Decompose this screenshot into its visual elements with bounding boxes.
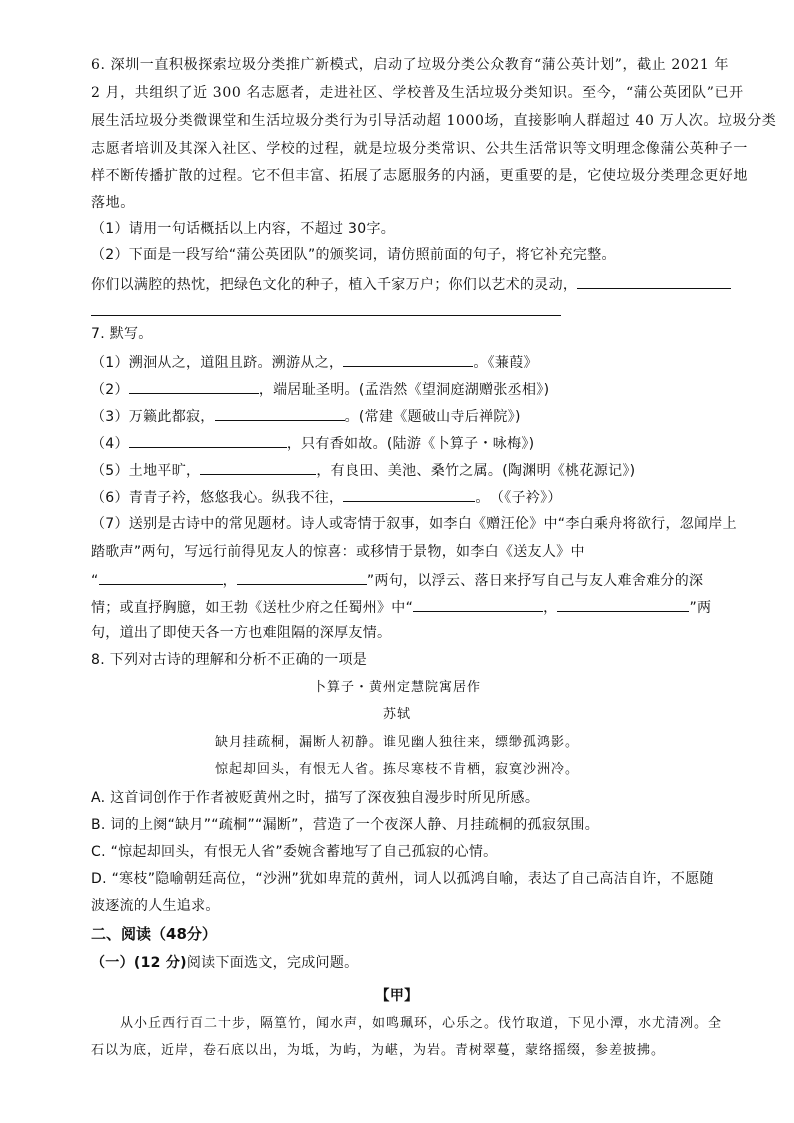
- q7-item-7-line-5: 句，道出了即使天各一方也难阻隔的深厚友情。: [91, 625, 392, 641]
- q7-item-7-line-4-text: 情；或直抒胸臆，如王勃《送杜少府之任蜀州》中“: [91, 600, 414, 616]
- q6-sub1: （1）请用一句话概括以上内容，不超过 30字。: [91, 221, 396, 237]
- answer-blank[interactable]: [99, 569, 223, 585]
- answer-blank[interactable]: [215, 405, 345, 421]
- answer-blank[interactable]: [91, 300, 561, 316]
- q6-line-4: 志愿者培训及其深入社区、学校的过程，就是垃圾分类常识、公共生活常识等文明理念像蒲公英种子一: [91, 141, 748, 157]
- section-2-heading: 二、阅读（48分）: [91, 925, 217, 943]
- q7-item-6: [91, 486, 562, 508]
- answer-blank[interactable]: [200, 459, 316, 475]
- passage-line-1: 从小丘西行百二十步，隔篁竹，闻水声，如鸣珮环，心乐之。伐竹取道，下见小潭，水尤清冽。全: [120, 1016, 723, 1031]
- q7-item-2-text: ，端居耻圣明。(孟浩然《望洞庭湖赠张丞相》): [258, 382, 550, 398]
- q7-item-2: [91, 378, 549, 400]
- q6-sub2-blank-line: [91, 300, 561, 322]
- q7-item-1-source: 。《蒹葭》: [473, 355, 538, 371]
- q7-item-1-text: （1）溯洄从之，道阻且跻。溯游从之，: [91, 355, 344, 371]
- q6-line-3: 展生活垃圾分类微课堂和生活垃圾分类行为引导活动超 1000场，直接影响人群超过 40 万人次。垃圾分类: [91, 113, 777, 129]
- q7-item-5-source: ，有良田、美池、桑竹之属。(陶渊明《桃花源记》): [316, 463, 636, 479]
- q7-item-7-line-3: [91, 569, 703, 591]
- q8-option-c[interactable]: C. “惊起却回头，有恨无人省”委婉含蓄地写了自己孤寂的心情。: [91, 844, 498, 860]
- q7-item-7-line-2: 踏歌声”两句，写远行前得见友人的惊喜：或移情于景物，如李白《送友人》中: [91, 544, 585, 560]
- comma: ，: [222, 573, 237, 589]
- q7-item-6-text: （6）青青子衿，悠悠我心。纵我不往，: [91, 490, 344, 506]
- q8-option-d-cont: 波逐流的人生追求。: [91, 898, 220, 914]
- q7-item-5-text: （5）土地平旷，: [91, 463, 201, 479]
- q8-option-d[interactable]: D. “寒枝”隐喻朝廷高位，“沙洲”犹如卑荒的黄州，词人以孤鸿自喻，表达了自己高洁自许，不愿随: [91, 871, 714, 887]
- q7-item-3-source: 。(常建《题破山寺后禅院》): [344, 409, 521, 425]
- q8-title: 8. 下列对古诗的理解和分析不正确的一项是: [91, 652, 368, 668]
- q6-line-1: 6. 深圳一直积极探索垃圾分类推广新模式，启动了垃圾分类公众教育“蒲公英计划”，截止 2021 年: [91, 57, 730, 73]
- poem-line-2: 惊起却回头，有恨无人省。拣尽寒枝不肯栖，寂寞沙洲冷。: [214, 762, 579, 777]
- q7-item-4: [91, 432, 534, 454]
- answer-blank[interactable]: [557, 596, 689, 612]
- q6-sub2-sentence: 你们以满腔的热忱，把绿色文化的种子，植入千家万户；你们以艺术的灵动，: [91, 277, 578, 293]
- quote-open: “: [91, 573, 99, 589]
- answer-blank[interactable]: [343, 351, 473, 367]
- q6-sub2: （2）下面是一段写给“蒲公英团队”的颁奖词，请仿照前面的句子，将它补充完整。: [91, 247, 616, 263]
- q7-item-4-num: （4）: [91, 436, 129, 452]
- q7-item-7-line-4-end: ”两: [689, 600, 712, 616]
- q7-item-7-line-3-text: ”两句，以浮云、落日来抒写自己与友人难舍难分的深: [366, 573, 704, 589]
- q6-line-2: 2 月，共组织了近 300 名志愿者，走进社区、学校普及生活垃圾分类知识。至今，“蒲公英团队”已开: [91, 85, 744, 101]
- q7-item-2-num: （2）: [91, 382, 129, 398]
- answer-blank[interactable]: [343, 486, 475, 502]
- section-2-sub-text: 阅读下面选文，完成问题。: [186, 955, 359, 971]
- q8-option-a[interactable]: A. 这首词创作于作者被贬黄州之时，描写了深夜独自漫步时所见所感。: [91, 790, 540, 806]
- poem-line-1: 缺月挂疏桐，漏断人初静。谁见幽人独往来，缥缈孤鸿影。: [214, 735, 579, 750]
- q7-item-6-source: 。 （《子衿》）: [475, 490, 562, 506]
- q7-item-3: [91, 405, 521, 427]
- section-2-sub: [91, 953, 358, 973]
- passage-line-2: 石以为底，近岸，卷石底以出，为坻，为屿，为嵁，为岩。青树翠蔓，蒙络摇缀，参差披拂。: [91, 1043, 666, 1058]
- q7-item-7-line-1: （7）送别是古诗中的常见题材。诗人或寄情于叙事，如李白《赠汪伦》中“李白乘舟将欲行，忽闻岸上: [91, 516, 737, 532]
- q6-line-6: 落地。: [91, 195, 135, 211]
- answer-blank[interactable]: [129, 432, 287, 448]
- q8-option-b[interactable]: B. 词的上阕“缺月”“疏桐”“漏断”，营造了一个夜深人静、月挂疏桐的孤寂氛围。: [91, 817, 600, 833]
- poem-author: 苏轼: [382, 707, 411, 722]
- comma: ，: [543, 600, 558, 616]
- q6-sub2-text: [91, 273, 731, 295]
- answer-blank[interactable]: [413, 596, 543, 612]
- q6-line-5: 样不断传播扩散的过程。它不但丰富、拓展了志愿服务的内涵，更重要的是，它使垃圾分类理念更好地: [91, 168, 748, 184]
- q7-item-7-line-4: [91, 596, 711, 618]
- answer-blank[interactable]: [577, 273, 731, 289]
- q7-item-1: [91, 351, 538, 373]
- q7-item-4-text: ，只有香如故。(陆游《卜算子・咏梅》): [286, 436, 535, 452]
- section-2-sub-label: （一）(12 分): [91, 955, 187, 971]
- q7-title: 7. 默写。: [91, 326, 153, 342]
- q7-item-3-text: （3）万籁此都寂，: [91, 409, 215, 425]
- answer-blank[interactable]: [129, 378, 259, 394]
- passage-jia-label: 【甲】: [375, 988, 419, 1004]
- answer-blank[interactable]: [237, 569, 367, 585]
- q7-item-5: [91, 459, 635, 481]
- poem-title: 卜算子・黄州定慧院寓居作: [312, 680, 481, 695]
